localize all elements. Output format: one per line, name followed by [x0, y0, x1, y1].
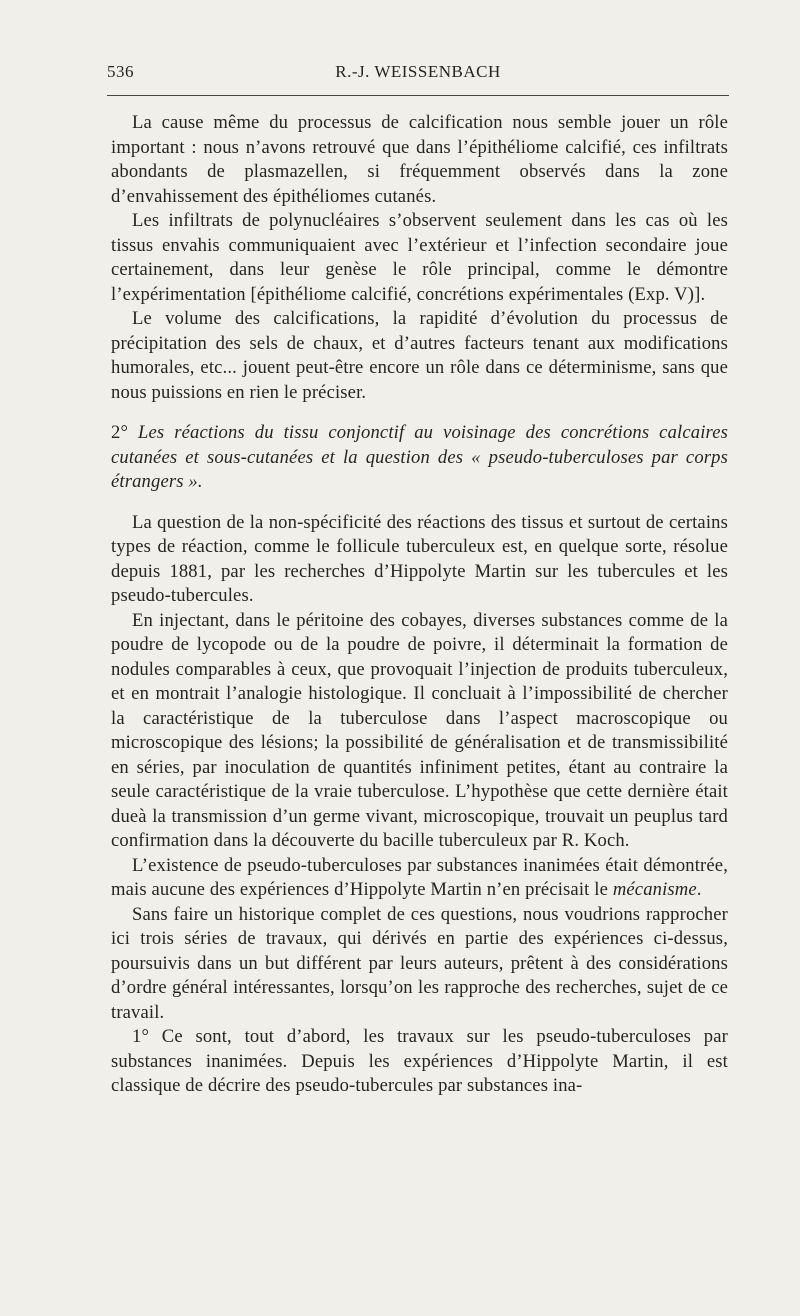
paragraph-7: Sans faire un historique complet de ces questions, nous voudrions rapprocher ici trois séries de travaux, qui dérivés en partie des expériences ci-dessus, poursuivis dans un but différent par leurs auteurs, prêtent à des considérations d’ordre général intéressantes, lorsqu’on les rapproche des recherches, sujet de ce travail. — [111, 903, 728, 1023]
paragraph-4: La question de la non-spécificité des réactions des tissus et surtout de certains types de réaction, comme le follicule tuberculeux est, en quelque sorte, résolue depuis 1881, par les recherches d’Hippolyte Martin sur les tubercules et les pseudo-tubercules. — [111, 511, 728, 606]
paragraph-1: La cause même du processus de calcification nous semble jouer un rôle important : nous n’avons retrouvé que dans l’épithéliome calcifié, ces infiltrats abondants de plasmazellen, si fréquemment observés dans la zone d’envahissement des épithéliomes cutanés. — [111, 112, 728, 207]
header-rule — [107, 95, 729, 96]
page-header — [107, 62, 729, 86]
paragraph-3: Le volume des calcifications, la rapidité d’évolution du processus de précipitation des sels de chaux, et d’autres facteurs tenant aux modifications humorales, etc... jouent peut-être encore un rôle dans ce déterminisme, sans que nous puissions en rien le préciser. — [111, 308, 728, 403]
paragraph-8: 1° Ce sont, tout d’abord, les travaux sur les pseudo-tuberculoses par substances inanimées. Depuis les expériences d’Hippolyte Martin, il est classique de décrire des pseudo-tubercules par substances ina- — [111, 1026, 728, 1096]
paragraph-5: En injectant, dans le péritoine des cobayes, diverses substances comme de la poudre de lycopode ou de la poudre de poivre, il déterminait la formation de nodules comparables à ceux, que provoquait l’injection de produits tuberculeux, et en montrait l’analogie histologique. Il concluait à l’impossibilité de chercher la caractéristique de la tuberculose dans l’aspect macroscopique ou microscopique des lésions; la possibilité de généralisation et de transmissibilité en séries, par inoculation de quantités infiniment petites, étant au contraire la seule caractéristique de la vraie tuberculose. L’hypothèse que cette dernière était dueà la transmission d’un germe vivant, microscopique, trouvait un peuplus tard confirmation dans la découverte du bacille tuberculeux par R. Koch. — [111, 609, 728, 851]
section-number: 2° — [111, 422, 129, 443]
section-title: Les réactions du tissu conjonctif au voisinage des concrétions calcaires cutanées et sous-cutanées et la question des « pseudo-tuberculoses par corps étrangers ». — [111, 422, 728, 492]
paragraph-6-end: . — [696, 879, 702, 900]
page-number: 536 — [107, 62, 134, 81]
section-heading — [111, 421, 728, 495]
paragraph-6-emphasis: mécanisme — [612, 879, 697, 900]
paragraph-2: Les infiltrats de polynucléaires s’observent seulement dans les cas où les tissus envahis communiquaient avec l’extérieur et l’infection secondaire joue certainement, dans leur genèse le rôle principal, comme le démontre l’expérimentation [épithéliome calcifié, concrétions expérimentales (Exp. V)]. — [111, 210, 728, 305]
paragraph-6-start: L’existence de pseudo-tuberculoses par substances inanimées était démontrée, mais aucune des expériences d’Hippolyte Martin n’en précisait le — [111, 854, 728, 900]
paragraph-6 — [111, 854, 728, 903]
running-head: R.-J. WEISSENBACH — [335, 62, 501, 81]
body-text — [111, 111, 728, 1099]
